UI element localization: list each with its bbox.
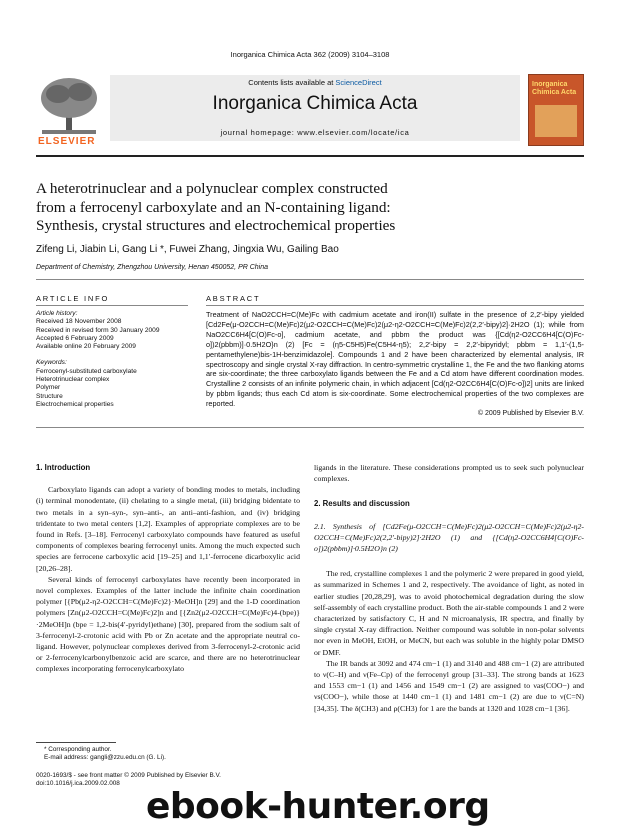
cover-title: Inorganica Chimica Acta [532, 81, 577, 96]
affiliation: Department of Chemistry, Zhengzhou University, Henan 450052, PR China [36, 264, 269, 271]
journal-reference: Inorganica Chimica Acta 362 (2009) 3104–3108 [230, 50, 390, 59]
elsevier-tree-logo [36, 74, 102, 142]
keyword: Structure [36, 392, 63, 400]
section-rule [36, 279, 584, 280]
intro-continuation: ligands in the literature. These considerations prompted us to seek such polynuclear complexes. [314, 463, 584, 484]
abstract-heading: ABSTRACT [206, 294, 261, 303]
publisher-logo-text: ELSEVIER [38, 136, 96, 147]
history-item: Accepted 6 February 2009 [36, 334, 114, 342]
journal-title: Inorganica Chimica Acta [212, 93, 418, 114]
intro-paragraph-2: Several kinds of ferrocenyl carboxylates have recently been incorporated in novel complexes. Examples of the latter include the infinite chain coordination polymer [{Pb(μ2-η2-O2CCH=C(Me)Fc)2}·MeOH]n [29] and the 1-D coordination polymers [Zn(μ2-O2CCH=C(Me)Fc)2]n and [{Zn2(μ2-O2CCH=C(Me)Fc)4-(bpe)}·2MeOH]n (bpe = 1,2-bis(4′-pyridyl)ethane) [30], prepared from the sodium salt of 3-ferrocenyl-2-crotonic acid with Pb or Zn acetate and the appropriate neutral co-ligand. However, polynuclear complexes derived from 3-ferrocenyl-2-crotonic acid or 2-ferrocenylcarbonylbenzoic acid are scarce, and there are no heterotrinuclear complexes incorporating ferrocenylcarboxylato [36, 574, 300, 674]
keyword: Polymer [36, 384, 61, 392]
article-info: Article history: Received 18 November 2008 Received in revised form 30 January 2009 Accepted 6 February 2009 Available online 20 February 2009 Keywords: Ferrocenyl-substituted carboxylate Heterotrinuclear complex Polymer Structure Electrochemical properties [36, 310, 188, 409]
watermark-text: ebook-hunter.org [146, 786, 490, 827]
corresponding-author-note: * Corresponding author. [44, 746, 112, 753]
article-info-rule [36, 305, 188, 306]
left-column [36, 462, 300, 675]
article-title: A heterotrinuclear and a polynuclear complex constructed from a ferrocenyl carboxylate and an N-containing ligand: Synthesis, crystal structures and electrochemical properties [36, 180, 396, 234]
abstract-text: Treatment of NaO2CCH=C(Me)Fc with cadmium acetate and iron(II) sulfate in the presence of 2,2′-bipy yielded [Cd2Fe(μ-O2CCH=C(Me)Fc)2(μ2-O2CCH=C(Me)Fc)2(μ2-η2-O2CCH=C(Me)Fc)2(2,2′-bipy)2]·2H2O (1); while from NaO2CC6H4[C(O)Fc-o], cadmium acetate, and pbbm the product was {[Cd(η2-O2CC6H4[C(O)Fc-o])2(pbbm)]·0.5H2O}n (2) [Fc = (η5-C5H5)Fe(C5H4-η5); 2,2′-bipy = 2,2′-bipyridyl; pbbm = 1,1′-(1,5-pentamethylene)bis-1H-benzimidazole]. Compounds 1 and 2 have been characterized by elemental analysis, IR spectroscopy and single crystal X-ray diffraction. In centro-symmetric crystalline 1, the Fe and the two flanking atoms are six-coordinate; the three carboxylato ligands between the Fe and a Cd atom have different coordination modes. Crystalline 2 consists of an infinite polymeric chain, in which adjacent [Cd(η2-O2CC6H4[C(O)Fc-o])2] units are linked by pbbm ligands; thus each Cd atom is six-coordinate. Some electrochemical properties of the two complexes are reported. [206, 310, 584, 409]
subsection-heading: 2.1. Synthesis of [Cd2Fe(μ-O2CCH=C(Me)Fc)2(μ2-O2CCH=C(Me)Fc)2(μ2-η2-O2CCH=C(Me)Fc)2(2,2′-bipy)2]·2H2O (1) and {[Cd(η2-O2CC6H4[C(O)Fc-o])2(pbbm)]·0.5H2O}n (2) [314, 521, 584, 554]
results-paragraph-2: The IR bands at 3092 and 474 cm−1 (1) and 3140 and 488 cm−1 (2) are attributed to ν(C–H) and ν(Fe–Cp) of the ferrocenyl group [31–33]. The strong bands at 1623 and 1553 cm−1 (1) and 1456 and 1549 cm−1 (2) are assigned to νas(COO−) and νs(COO−), while those at 1440 cm−1 (1) and 1481 cm−1 (2) are due to ν(C=N) [34,35]. The δ(CH3) and ρ(CH3) for 1 are the bands at 1320 and 1028 cm−1 [36]. [314, 658, 584, 713]
history-item: Available online 20 February 2009 [36, 343, 136, 351]
abstract-copyright: © 2009 Published by Elsevier B.V. [477, 410, 584, 417]
introduction-heading: 1. Introduction [36, 463, 91, 472]
footnote-rule [36, 742, 116, 743]
journal-cover-image [528, 74, 584, 146]
history-item: Received in revised form 30 January 2009 [36, 326, 160, 334]
contents-line: Contents lists available at ScienceDirect [248, 78, 382, 87]
cover-graphic [535, 105, 577, 137]
footnote [44, 746, 166, 762]
article-info-heading: ARTICLE INFO [36, 294, 110, 303]
results-heading: 2. Results and discussion [314, 499, 410, 509]
abstract-bottom-rule [36, 427, 584, 428]
results-paragraph-1: The red, crystalline complexes 1 and the polymeric 2 were prepared in good yield, as summarized in Schemes 1 and 2, respectively. The avoidance of light, as noted in earlier studies [20,28,29], was to avoid photochemical degradation during the slow self-assembly of each crystalline product. Both the air-stable compounds 1 and 2 were characterized by satisfactory C, H and N microanalysis, IR spectra, and finally by single crystal X-ray diffraction. Neither compound was soluble in non-polar solvents nor even in MeOH, EtOH, or MeCN, but each was soluble in the highly polar DMSO or DMF. [314, 569, 584, 657]
doi-line[interactable]: doi:10.1016/j.ica.2009.02.008 [36, 780, 120, 787]
abstract-rule [206, 305, 584, 306]
sciencedirect-link[interactable]: ScienceDirect [335, 78, 382, 87]
keyword: Ferrocenyl-substituted carboxylate [36, 367, 137, 375]
right-column [314, 462, 584, 714]
keyword: Electrochemical properties [36, 400, 114, 408]
issn-line: 0020-1693/$ - see front matter © 2009 Published by Elsevier B.V. [36, 772, 221, 779]
intro-paragraph-1: Carboxylato ligands can adopt a variety of bonding modes to metals, including (i) terminal monodentate, (ii) chelating to a single metal, (iii) bridging bidentate to two metals in a syn–syn-, syn–anti-, an anti–anti-fashion, and (iv) bridging tridentate to two metal centers [1,2]. Examples of appropriate complexes are to be found in Refs. [3–18]. Ferrocenyl carboxylato compounds have featured as useful components of complexes bearing ferrocenyl units. Among the much expected such species are ferrocene carboxylic acid [19–25] and 1,1′-ferrocene dicarboxylic acid [20,26–28]. [36, 485, 300, 573]
keyword: Heterotrinuclear complex [36, 376, 110, 384]
author-list: Zifeng Li, Jiabin Li, Gang Li *, Fuwei Zhang, Jingxia Wu, Gailing Bao [36, 244, 339, 255]
history-item: Received 18 November 2008 [36, 318, 122, 326]
journal-homepage[interactable]: journal homepage: www.elsevier.com/locate/ica [220, 128, 410, 137]
header-rule [36, 155, 584, 157]
email-note[interactable]: E-mail address: gangli@zzu.edu.cn (G. Li). [44, 754, 166, 761]
